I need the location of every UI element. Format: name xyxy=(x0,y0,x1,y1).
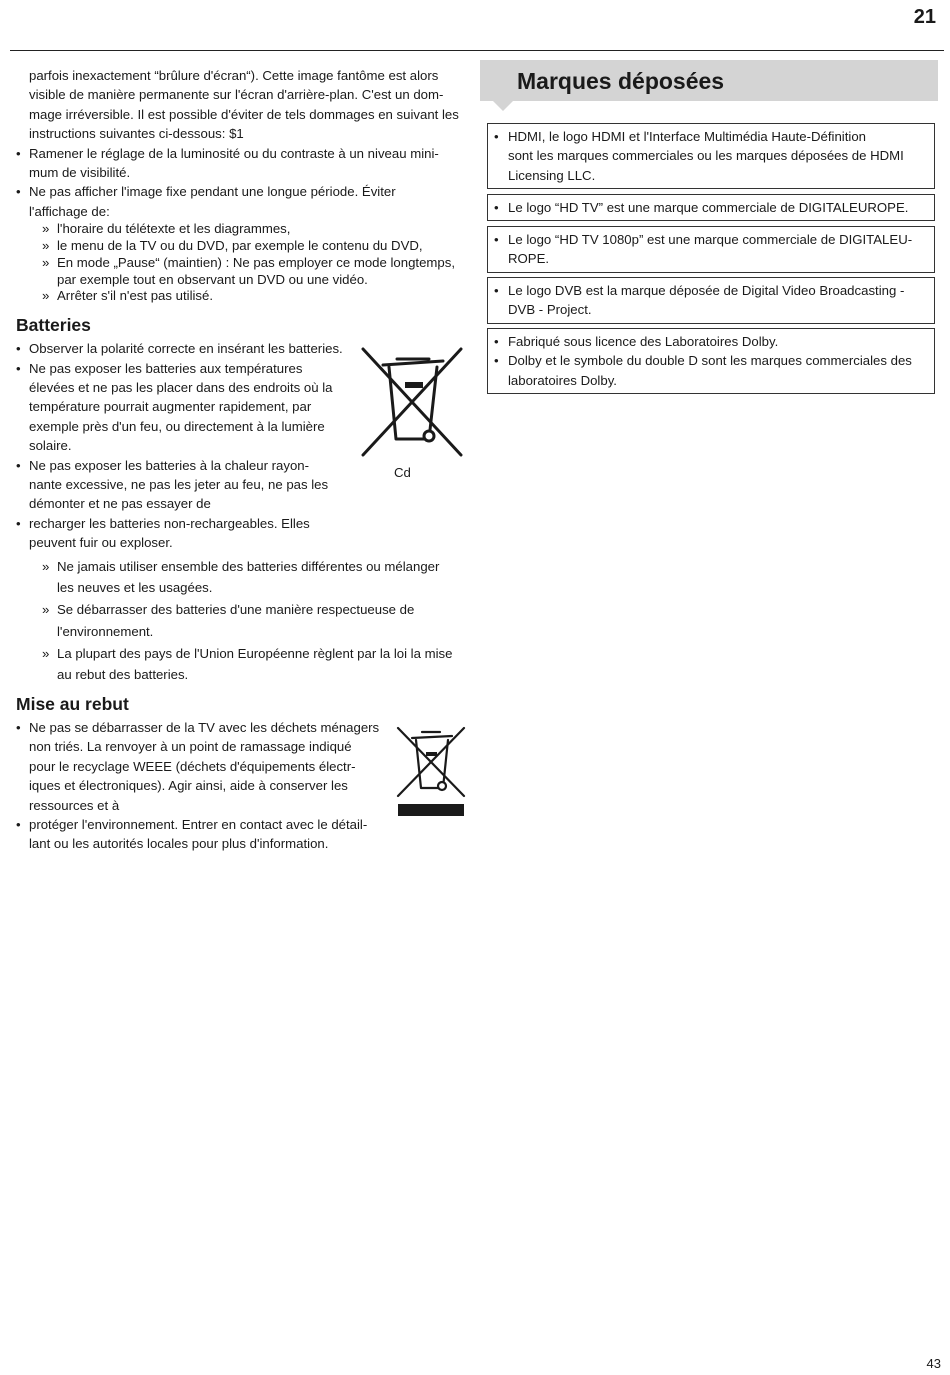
intro-paragraph xyxy=(16,66,472,144)
sub-line: Se débarrasser des batteries d'une manière respectueuse de xyxy=(57,602,415,618)
disposal-bullet-weee xyxy=(16,718,389,815)
battery-sub-item xyxy=(16,599,472,642)
trademark-box-dvb xyxy=(487,277,935,324)
bullet-line: solaire. xyxy=(29,438,72,454)
page-number-bottom: 43 xyxy=(926,1356,941,1371)
page-number-top: 21 xyxy=(913,6,936,28)
screen-sub-item: » Arrêter s'il n'est pas utilisé. xyxy=(16,288,472,305)
sub-line: au rebut des batteries. xyxy=(57,667,189,683)
bullet-line: ressources et à xyxy=(29,797,120,813)
banner-notch xyxy=(493,101,513,111)
bullet-line: Ramener le réglage de la luminosité ou du contraste à un niveau mini- xyxy=(29,145,439,161)
cd-label: Cd xyxy=(394,465,411,481)
battery-sub-list xyxy=(16,556,472,686)
bullet-line: peuvent fuir ou exploser. xyxy=(29,535,173,551)
left-column xyxy=(16,66,472,854)
sub-line: l'environnement. xyxy=(57,623,154,639)
intro-line: instructions suivantes ci-dessous: $1 xyxy=(29,126,244,142)
bullet-line: Ne pas exposer les batteries aux températures xyxy=(29,360,303,376)
trademark-item xyxy=(508,127,924,185)
trademark-item xyxy=(508,351,924,390)
bullet-line: non triés. La renvoyer à un point de ramassage indiqué xyxy=(29,739,352,755)
trademark-box-hdmi xyxy=(487,123,935,189)
trademark-line: Le logo “HD TV” est une marque commerciale de DIGITALEUROPE. xyxy=(508,200,909,215)
battery-bullet-recharge xyxy=(16,514,472,553)
trademark-line: Licensing LLC. xyxy=(508,167,596,183)
crossed-out-bin-icon xyxy=(361,347,463,457)
screen-sub-item: » le menu de la TV ou du DVD, par exemple le contenu du DVD, xyxy=(16,238,472,255)
trademark-box-hdtv-1080p xyxy=(487,226,935,273)
trademarks-column xyxy=(480,60,938,388)
battery-bullet-temperature xyxy=(16,359,351,456)
disposal-bullet-environment xyxy=(16,815,472,854)
screen-bullet-brightness xyxy=(16,144,472,183)
trademark-line: Le logo “HD TV 1080p” est une marque commerciale de DIGITALEU- xyxy=(508,232,913,247)
trademark-line: Dolby et le symbole du double D sont les marques commerciales des xyxy=(508,353,912,369)
trademark-box-hdtv xyxy=(487,194,935,221)
intro-line: parfois inexactement “brûlure d'écran“). Cette image fantôme est alors xyxy=(29,68,439,83)
bullet-line: pour le recyclage WEEE (déchets d'équipements électr- xyxy=(29,758,356,774)
bullet-line: lant ou les autorités locales pour plus d'information. xyxy=(29,836,329,852)
bullet-line: iques et électroniques). Agir ainsi, aide à conserver les xyxy=(29,778,348,794)
screen-sub-item xyxy=(16,255,472,289)
trademark-line: DVB - Project. xyxy=(508,302,592,318)
battery-bullet-polarity: • Observer la polarité correcte en insérant les batteries. xyxy=(16,339,472,358)
trademark-line: HDMI, le logo HDMI et l'Interface Multimédia Haute-Définition xyxy=(508,129,866,144)
battery-sub-item xyxy=(16,556,472,599)
intro-line: mage irréversible. Il est possible d'éviter de tels dommages en suivant les xyxy=(29,106,459,122)
trademark-item: • Fabriqué sous licence des Laboratoires Dolby. xyxy=(508,332,924,351)
sub-line: Ne jamais utiliser ensemble des batteries différentes ou mélanger xyxy=(57,558,440,574)
screen-bullet-still-image xyxy=(16,182,472,221)
sub-line: les neuves et les usagées. xyxy=(57,580,213,596)
bullet-line: exemple près d'un feu, ou directement à la lumière xyxy=(29,418,325,434)
trademark-item xyxy=(508,281,924,320)
batteries-heading: Batteries xyxy=(16,315,91,336)
header-rule xyxy=(10,50,944,51)
bullet-line: température pourrait augmenter rapidement, par xyxy=(29,399,312,415)
trademark-item xyxy=(508,230,924,269)
trademark-line: ROPE. xyxy=(508,251,550,267)
trademarks-title: Marques déposées xyxy=(517,68,725,94)
bullet-line: Ne pas afficher l'image fixe pendant une longue période. Éviter xyxy=(29,184,396,200)
trademark-line: laboratoires Dolby. xyxy=(508,372,617,388)
bullet-line: Ne pas exposer les batteries à la chaleur rayon- xyxy=(29,457,310,473)
screen-sub-item: » l'horaire du télétexte et les diagrammes, xyxy=(16,221,472,238)
trademark-line: sont les marques commerciales ou les marques déposées de HDMI xyxy=(508,148,904,164)
trademark-box-dolby xyxy=(487,328,935,394)
bullet-line: protéger l'environnement. Entrer en contact avec le détail- xyxy=(29,816,368,832)
intro-line: visible de manière permanente sur l'écran d'arrière-plan. C'est un dom- xyxy=(29,87,444,103)
bullet-line: élevées et ne pas les placer dans des endroits où la xyxy=(29,380,333,396)
sub-line: par exemple tout en observant un DVD ou une vidéo. xyxy=(57,271,368,287)
trademark-line: Le logo DVB est la marque déposée de Digital Video Broadcasting - xyxy=(508,283,905,298)
weee-bin-icon xyxy=(396,726,466,818)
disposal-heading: Mise au rebut xyxy=(16,693,129,714)
bullet-line: mum de visibilité. xyxy=(29,165,131,181)
trademark-item xyxy=(508,198,924,217)
battery-sub-item xyxy=(16,643,472,686)
bullet-line: nante excessive, ne pas les jeter au feu, ne pas les xyxy=(29,477,329,493)
bullet-line: Ne pas se débarrasser de la TV avec les déchets ménagers xyxy=(29,719,380,735)
bullet-line: l'affichage de: xyxy=(29,203,110,219)
trademarks-banner xyxy=(480,60,938,101)
bullet-line: démonter et ne pas essayer de xyxy=(29,496,211,512)
sub-line: La plupart des pays de l'Union Européenne règlent par la loi la mise xyxy=(57,645,453,661)
battery-bullet-heat xyxy=(16,456,351,514)
batteries-section xyxy=(16,339,472,552)
bullet-line: recharger les batteries non-rechargeables. Elles xyxy=(29,515,310,531)
sub-line: En mode „Pause“ (maintien) : Ne pas employer ce mode longtemps, xyxy=(57,254,456,270)
disposal-section xyxy=(16,718,472,854)
